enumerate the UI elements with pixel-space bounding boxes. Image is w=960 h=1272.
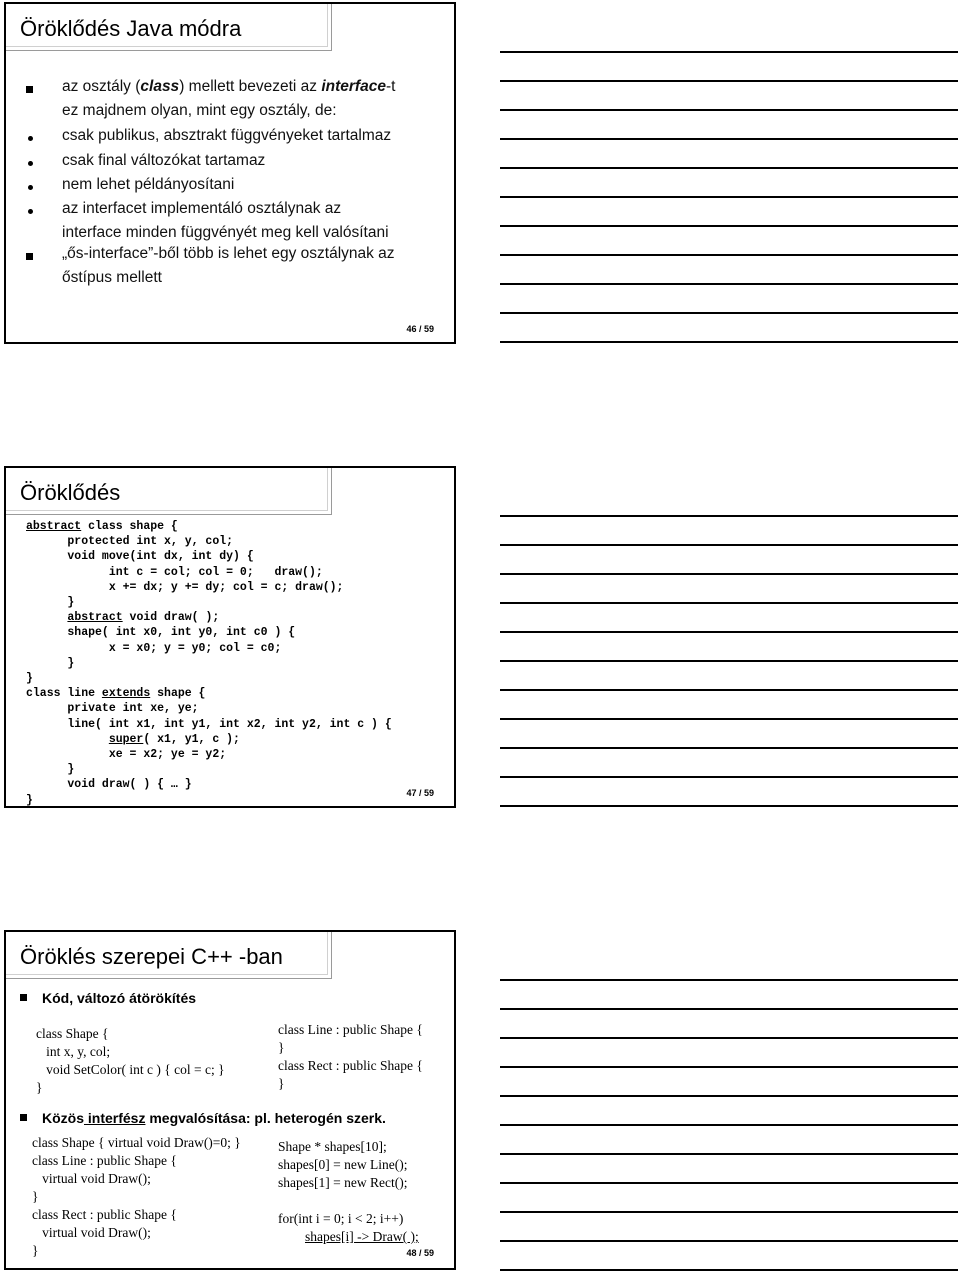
note-line [500,109,958,111]
page-number: 47 / 59 [406,788,434,798]
dot-bullet-icon [28,209,33,214]
note-line [500,1182,958,1184]
code-line [278,1192,419,1210]
code-line: virtual void Draw(); [32,1225,151,1240]
dot-bullet-icon [28,136,33,141]
code-line: void SetColor( int c ) { col = c; } [36,1062,225,1077]
code-shapes-array [278,1138,419,1246]
dot-bullet-icon [28,161,33,166]
note-line [500,283,958,285]
code-virtual-classes [32,1134,241,1260]
note-line [500,138,958,140]
code-derived-classes [278,1021,423,1093]
note-line [500,747,958,749]
square-bullet-icon [26,86,33,93]
square-bullet-icon [20,1114,27,1121]
code-line: abstract void draw( ); [67,611,220,625]
note-line [500,341,958,343]
note-line [500,979,958,981]
note-line [500,1269,958,1271]
code-line: int x, y, col; [36,1044,111,1059]
bullet-text: csak final változókat tartamaz [62,152,266,169]
code-line: void move(int dx, int dy) { [26,550,254,564]
code-line: } [278,1040,285,1055]
code-line: } [26,793,33,807]
note-line [500,689,958,691]
bullet-text: „ős-interface”-ből több is lehet egy osztálynak az [62,245,395,262]
code-line: abstract class shape { [26,520,178,533]
code-line: class Line : public Shape { [278,1022,423,1037]
code-line: } [26,763,75,777]
code-line: class Rect : public Shape { [278,1058,423,1073]
code-line: class line extends shape { [26,687,206,701]
note-line [500,1240,958,1242]
note-line [500,631,958,633]
note-line [500,1037,958,1039]
slide-title: Öröklés szerepei C++ -ban [20,944,283,969]
slide-title: Öröklődés Java módra [20,16,242,41]
note-line [500,312,958,314]
code-line: class Line : public Shape { [32,1153,177,1168]
page-number: 48 / 59 [406,1248,434,1258]
heading2-underlined: interfész [84,1110,146,1126]
square-bullet-icon [26,253,33,260]
bullet-text: csak publikus, absztrakt függvényeket tartalmaz [62,127,392,144]
bullet-text: ez majdnem olyan, mint egy osztály, de: [62,102,337,119]
code-line: } [32,1189,39,1204]
note-line [500,776,958,778]
code-line: Shape * shapes[10]; [278,1139,387,1154]
notes-lines [500,0,960,1272]
note-line [500,573,958,575]
code-line: super( x1, y1, c ); [108,732,240,746]
code-line: shape( int x0, int y0, int c0 ) { [26,626,296,640]
slide-48: Öröklés szerepei C++ -ban Kód, változó átörökítés class Shape { int x, y, col; void SetColor( int c ) { col = c; } } class Line : public Shape { } class Rect : public Shape { } Közös interfész megvalósítása: pl. heterogén szerk. class Shape { virtual void Draw()=0; } class Line : public Shape { virtual void Draw(); } class Rect : public Shape { virtual void Draw(); } Shape * shapes[10]; shapes[0] = new Line(); shapes[1] = new Rect(); for(int i = 0; i < 2; i++) shapes[i] -> Draw( ); 48 / 59 [4,930,456,1270]
code-line: } [32,1243,39,1258]
note-line [500,1066,958,1068]
note-line [500,254,958,256]
code-line: private int xe, ye; [26,702,199,716]
code-block [26,519,392,808]
code-line: x = x0; y = y0; col = c0; [26,641,282,655]
code-line: shapes[0] = new Line(); [278,1157,408,1172]
note-line [500,167,958,169]
slide-46 [4,2,456,344]
bullet-text: az osztály (class) mellett bevezeti az interface-t [62,78,396,95]
slide-47 [4,466,456,808]
code-line: void draw( ) { … } [26,778,192,792]
code-line: shapes[1] = new Rect(); [278,1175,408,1190]
code-shape-class [36,1025,225,1097]
note-line [500,51,958,53]
note-line [500,1153,958,1155]
note-line [500,544,958,546]
code-line: class Shape { [36,1026,109,1041]
note-line [500,515,958,517]
code-line: shapes[i] -> Draw( ); [305,1229,419,1244]
code-line: int c = col; col = 0; draw(); [26,565,323,579]
code-line: line( int x1, int y1, int x2, int y2, int c ) { [26,717,392,731]
bullet-text: nem lehet példányosítani [62,176,235,193]
note-line [500,1095,958,1097]
code-line: class Rect : public Shape { [32,1207,177,1222]
note-line [500,805,958,807]
code-line: } [26,596,75,610]
code-line: } [36,1080,43,1095]
code-line: for(int i = 0; i < 2; i++) [278,1211,404,1226]
code-line: xe = x2; ye = y2; [26,748,227,762]
heading2-pre: Közös [42,1110,84,1126]
note-line [500,602,958,604]
bullet-text: őstípus mellett [62,269,162,286]
code-line: class Shape { virtual void Draw()=0; } [32,1135,241,1150]
square-bullet-icon [20,994,27,1001]
dot-bullet-icon [28,185,33,190]
code-line: } [278,1076,285,1091]
slide-title: Öröklődés [20,480,121,505]
code-line: } [26,672,33,686]
note-line [500,1124,958,1126]
heading2-post: megvalósítása: pl. heterogén szerk. [145,1110,386,1126]
page-number: 46 / 59 [406,324,434,334]
note-line [500,1211,958,1213]
code-line: x += dx; y += dy; col = c; draw(); [26,580,344,594]
note-line [500,225,958,227]
bullet-text: interface minden függvényét meg kell valósítani [62,224,389,241]
code-line: virtual void Draw(); [32,1171,151,1186]
note-line [500,196,958,198]
code-line: } [26,656,75,670]
bullet-text: az interfacet implementáló osztálynak az [62,200,342,217]
note-line [500,1008,958,1010]
note-line [500,660,958,662]
note-line [500,80,958,82]
code-line: protected int x, y, col; [26,535,234,549]
note-line [500,718,958,720]
